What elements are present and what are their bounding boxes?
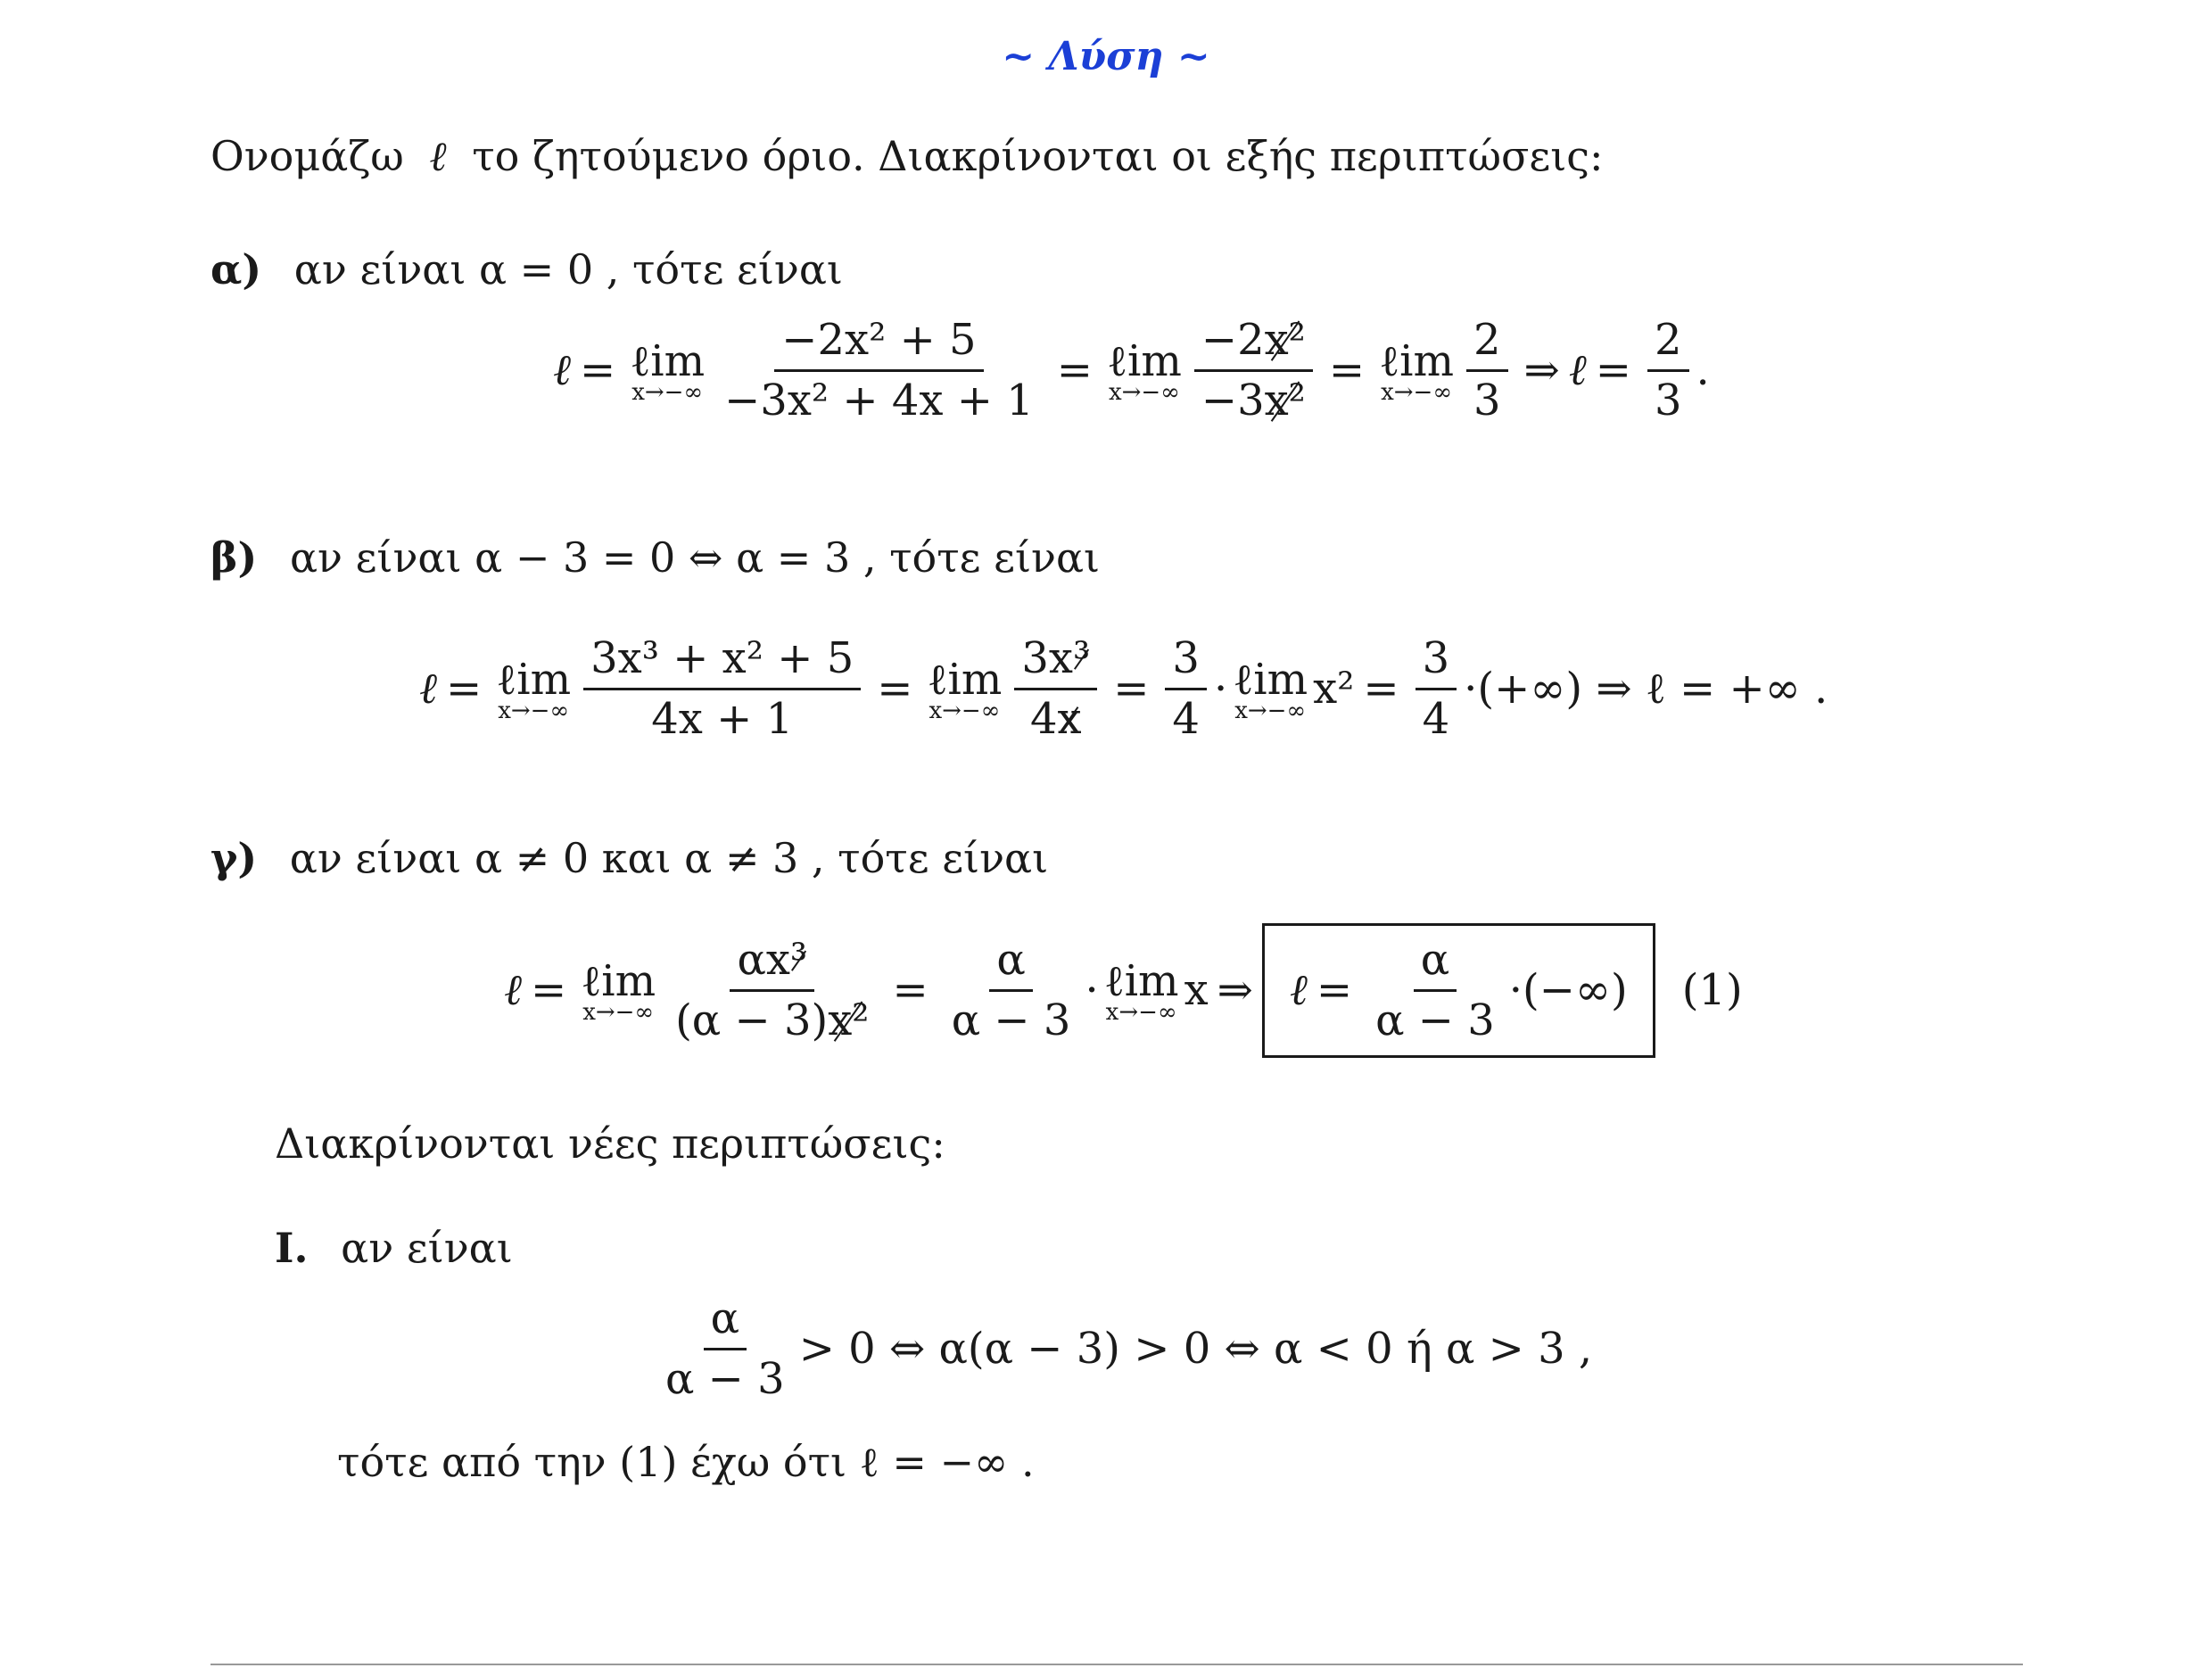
fraction: $\frac{\alpha}{\alpha - 3}$ bbox=[951, 935, 1071, 1045]
case-b-equation bbox=[419, 635, 1828, 743]
ell-symbol: ℓ bbox=[429, 132, 447, 180]
equation-tail: > 0 ⇔ α(α − 3) > 0 ⇔ α < 0 ή α > 3 , bbox=[798, 1324, 1593, 1375]
solution-title: ~ Λύση ~ bbox=[1002, 34, 1210, 79]
equation-tail: ·(+∞) ⇒ ℓ = +∞ . bbox=[1464, 664, 1828, 714]
equals: = bbox=[1113, 664, 1150, 714]
boxed-result: ℓ = $\frac{\alpha}{\alpha - 3}$ ·(−∞) bbox=[1262, 923, 1655, 1058]
dot: · bbox=[1085, 965, 1099, 1016]
limit-argument: x² bbox=[1313, 664, 1355, 714]
case-I-equation bbox=[651, 1295, 1592, 1403]
case-I-conclusion: τότε από την (1) έχω ότι ℓ = −∞ . bbox=[337, 1438, 1035, 1486]
cancelled-term: x² bbox=[828, 995, 870, 1045]
limit: ℓim x→−∞ bbox=[581, 956, 656, 1027]
dot: · bbox=[1213, 664, 1228, 714]
fraction: $\frac{\text{3x³ + x² + 5}}{4x + 1}$ bbox=[583, 635, 861, 743]
period: . bbox=[1696, 345, 1710, 396]
case-I-label: Ι. bbox=[275, 1224, 309, 1272]
implies: ⇒ bbox=[1217, 965, 1253, 1016]
fraction-cancelled: $\frac{\text{−2x²}}{\text{−3x²}}$ bbox=[1194, 317, 1313, 425]
case-c-equation bbox=[504, 923, 1743, 1058]
equals: = bbox=[446, 664, 483, 714]
equals: = bbox=[1328, 345, 1366, 396]
equals: = bbox=[1595, 345, 1631, 396]
equals: = bbox=[1363, 664, 1399, 714]
fraction-cancelled: $\frac{\text{αx³}}{\text{(α − 3)x²}}$ bbox=[675, 935, 870, 1045]
case-a-label: α) bbox=[210, 245, 262, 293]
equals: = bbox=[892, 965, 929, 1016]
case-a-equation bbox=[553, 317, 1710, 425]
fraction: $\frac{\alpha}{\alpha - 3}$ bbox=[665, 1293, 785, 1404]
ell: ℓ bbox=[419, 664, 437, 714]
ell: ℓ bbox=[1568, 345, 1587, 396]
limit: ℓim x→−∞ bbox=[1103, 956, 1179, 1027]
equation-reference: (1) bbox=[1681, 965, 1743, 1016]
limit: ℓim x→−∞ bbox=[927, 655, 1003, 725]
case-a-heading bbox=[210, 245, 843, 293]
cancelled-term: ³ bbox=[1072, 633, 1091, 683]
fraction: $\frac{2}{3}$ bbox=[1466, 317, 1508, 425]
limit: ℓim x→−∞ bbox=[630, 336, 706, 407]
fraction-cancelled: $\frac{\text{3x³}}{4x}$ bbox=[1014, 635, 1097, 743]
fraction: $\frac{2}{3}$ bbox=[1647, 317, 1689, 425]
cancelled-term: x² bbox=[1264, 375, 1306, 425]
equals: = bbox=[877, 664, 913, 714]
implies: ⇒ bbox=[1523, 345, 1560, 396]
case-c-text: αν είναι α ≠ 0 και α ≠ 3 , τότε είναι bbox=[289, 834, 1049, 882]
cancelled-term: x² bbox=[1264, 315, 1306, 365]
limit: ℓim x→−∞ bbox=[1106, 336, 1182, 407]
case-b-heading bbox=[210, 533, 1100, 582]
new-cases-text: Διακρίνονται νέες περιπτώσεις: bbox=[275, 1119, 945, 1168]
limit: ℓim x→−∞ bbox=[1379, 336, 1454, 407]
limit: ℓim x→−∞ bbox=[1233, 655, 1308, 725]
intro-line bbox=[210, 132, 1604, 180]
cancelled-term: x bbox=[1057, 693, 1082, 744]
case-a-text: αν είναι α = 0 , τότε είναι bbox=[293, 245, 843, 293]
fraction: $\frac{3}{4}$ bbox=[1165, 635, 1207, 743]
cancelled-term: ³ bbox=[789, 935, 808, 985]
case-c-heading bbox=[210, 834, 1048, 882]
limit: ℓim x→−∞ bbox=[496, 655, 572, 725]
ell: ℓ bbox=[504, 965, 522, 1016]
equals: = bbox=[1056, 345, 1093, 396]
intro-text-2: το ζητούμενο όριο. Διακρίνονται οι εξής περιπτώσεις: bbox=[472, 132, 1604, 180]
bottom-rule bbox=[210, 1664, 2023, 1665]
fraction: $\frac{\text{−2x² + 5}}{\text{−3x² + 4x + 1}}$ bbox=[724, 315, 1034, 425]
equals: = bbox=[531, 965, 567, 1016]
case-b-label: β) bbox=[210, 533, 258, 582]
ell: ℓ bbox=[553, 345, 571, 396]
case-I-text: αν είναι bbox=[341, 1224, 513, 1272]
fraction: $\frac{3}{4}$ bbox=[1416, 635, 1457, 743]
equals: = bbox=[580, 345, 616, 396]
intro-text-1: Ονομάζω bbox=[210, 132, 404, 180]
case-c-label: γ) bbox=[210, 834, 258, 882]
case-b-text: αν είναι α − 3 = 0 ⇔ α = 3 , τότε είναι bbox=[289, 533, 1101, 582]
case-I-heading bbox=[275, 1224, 513, 1272]
limit-argument: x bbox=[1184, 965, 1209, 1016]
